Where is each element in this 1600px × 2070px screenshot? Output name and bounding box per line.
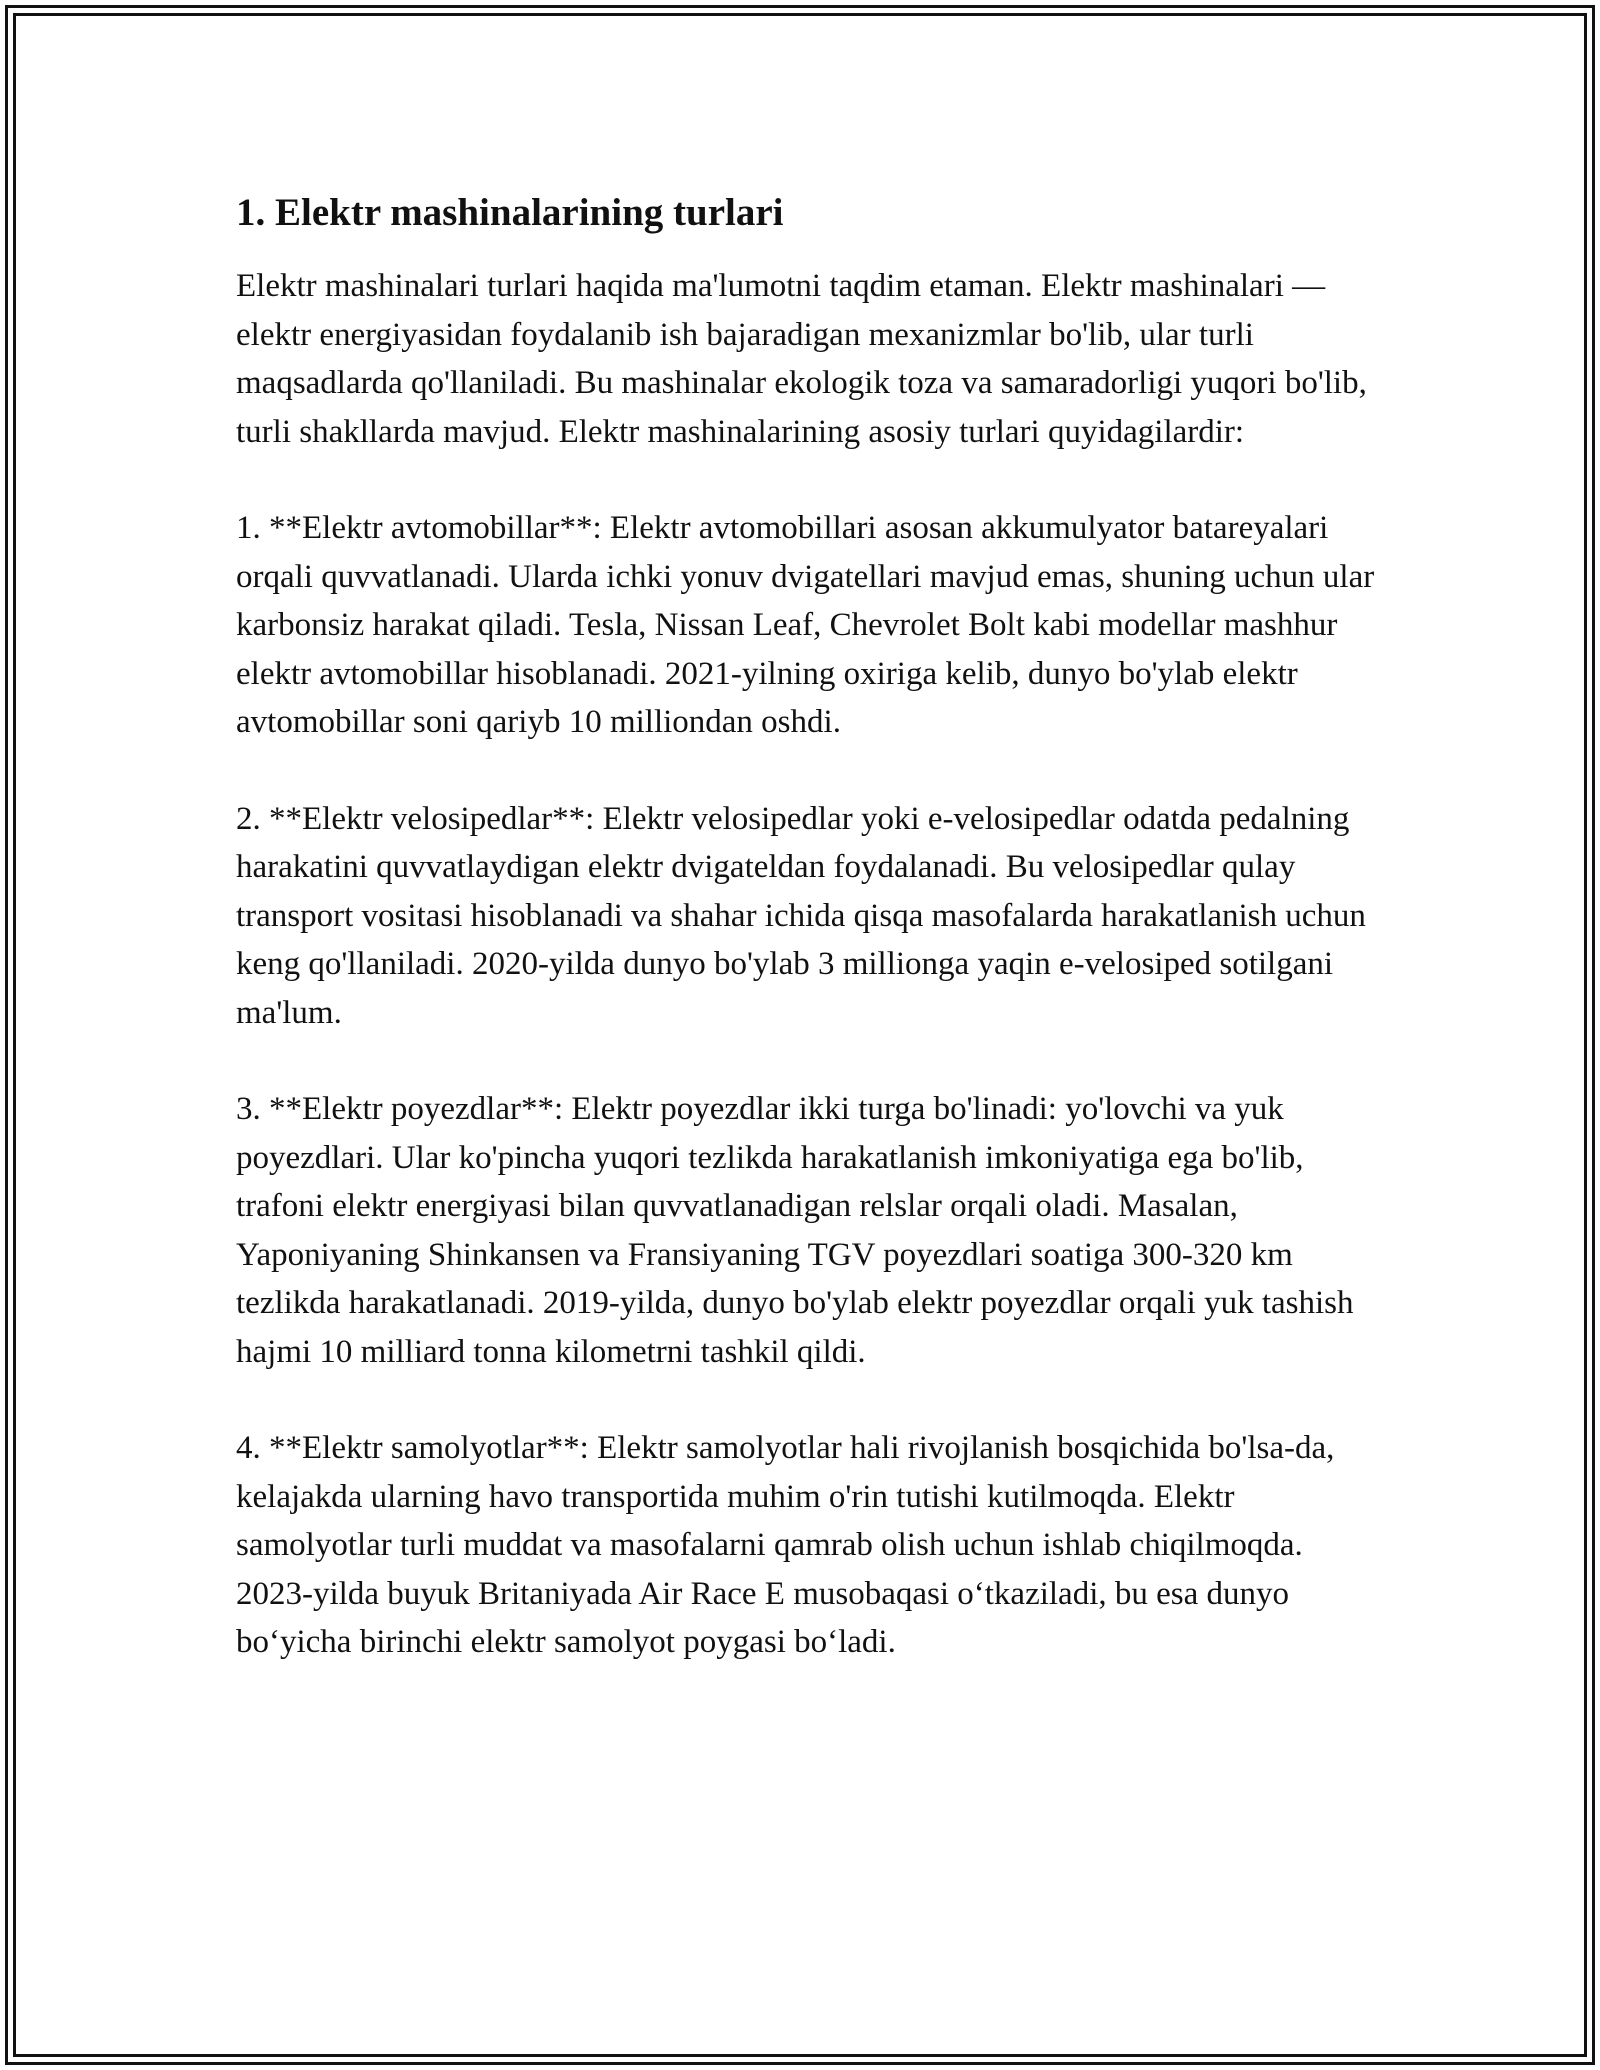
paragraph-electric-cars: 1. **Elektr avtomobillar**: Elektr avtomobillari asosan akkumulyator batareyalari orqali quvvatlanadi. Ularda ichki yonuv dvigatellari mavjud emas, shuning uchun ular karbonsiz harakat qiladi. Tesla, Nissan Leaf, Chevrolet Bolt kabi modellar mashhur elektr avtomobillar hisoblanadi. 2021-yilning oxiriga kelib, dunyo bo'ylab elektr avtomobillar soni qariyb 10 milliondan oshdi. — [236, 510, 1375, 740]
document-body — [236, 188, 1386, 1715]
intro-paragraph: Elektr mashinalari turlari haqida ma'lumotni taqdim etaman. Elektr mashinalari — elektr energiyasidan foydalanib ish bajaradigan mexanizmlar bo'lib, ular turli maqsadlarda qo'llaniladi. Bu mashinalar ekologik toza va samaradorligi yuqori bo'lib, turli shakllarda mavjud. Elektr mashinalarining asosiy turlari quyidagilardir: — [236, 268, 1367, 450]
document-title: 1. Elektr mashinalarining turlari — [236, 191, 784, 234]
paragraph-electric-bicycles: 2. **Elektr velosipedlar**: Elektr velosipedlar yoki e-velosipedlar odatda pedalning harakatini quvvatlaydigan elektr dvigateldan foydalanadi. Bu velosipedlar qulay transport vositasi hisoblanadi va shahar ichida qisqa masofalarda harakatlanish uchun keng qo'llaniladi. 2020-yilda dunyo bo'ylab 3 millionga yaqin e-velosiped sotilgani ma'lum. — [236, 800, 1366, 1031]
paragraph-electric-airplanes: 4. **Elektr samolyotlar**: Elektr samolyotlar hali rivojlanish bosqichida bo'lsa-da, kelajakda ularning havo transportida muhim o'rin tutishi kutilmoqda. Elektr samolyotlar turli muddat va masofalarni qamrab olish uchun ishlab chiqilmoqda. 2023-yilda buyuk Britaniyada Air Race E musobaqasi o‘tkaziladi, bu esa dunyo bo‘yicha birinchi elektr samolyot poygasi bo‘ladi. — [236, 1430, 1335, 1660]
paragraph-electric-trains: 3. **Elektr poyezdlar**: Elektr poyezdlar ikki turga bo'linadi: yo'lovchi va yuk poyezdlari. Ular ko'pincha yuqori tezlikda harakatlanish imkoniyatiga ega bo'lib, trafoni elektr energiyasi bilan quvvatlanadigan relslar orqali oladi. Masalan, Yaponiyaning Shinkansen va Fransiyaning TGV poyezdlari soatiga 300-320 km tezlikda harakatlanadi. 2019-yilda, dunyo bo'ylab elektr poyezdlar orqali yuk tashish hajmi 10 milliard tonna kilometrni tashkil qildi. — [236, 1091, 1354, 1370]
